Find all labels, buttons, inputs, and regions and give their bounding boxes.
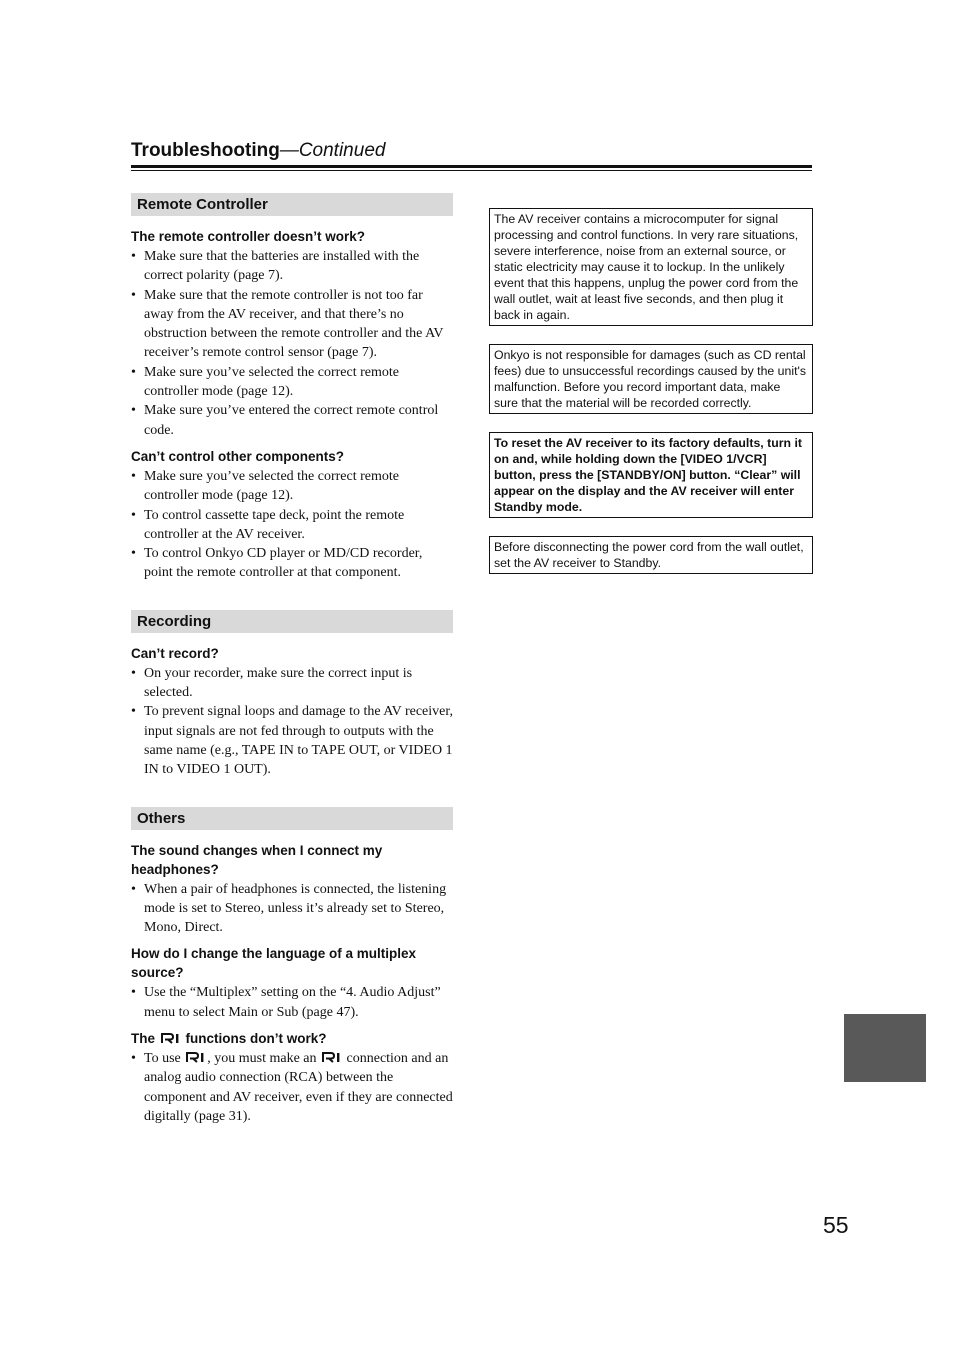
list-item: • Make sure you’ve entered the correct remote control code. — [131, 401, 453, 440]
list-item: • Make sure you’ve selected the correct remote controller mode (page 12). — [131, 467, 453, 506]
page-header — [131, 139, 812, 163]
list-item: • When a pair of headphones is connected, the listening mode is set to Stereo, unless it’s already set to Stereo, Mono, Direct. — [131, 880, 453, 938]
list-item: • Use the “Multiplex” setting on the “4. Audio Adjust” menu to select Main or Sub (page 47). — [131, 983, 453, 1022]
left-column — [131, 193, 453, 1133]
answer-list-others-3 — [131, 1049, 453, 1126]
list-item: • On your recorder, make sure the correct input is selected. — [131, 664, 453, 703]
question-remote-1: The remote controller doesn’t work? — [131, 229, 366, 244]
question-recording-1: Can’t record? — [131, 645, 219, 661]
list-item: • Make sure you’ve selected the correct remote controller mode (page 12). — [131, 363, 453, 402]
ri-text-b: , you must make an — [207, 1051, 317, 1067]
header-rule-thick — [131, 165, 812, 168]
note-box-reset: To reset the AV receiver to its factory defaults, turn it on and, while holding down the [VIDEO 1/VCR] button, press the [STANDBY/ON] button. “Clear” will appear on the display and the AV receiver will enter Standby mode. — [489, 432, 813, 518]
page-title — [131, 139, 812, 163]
page-title-main: Troubleshooting — [131, 140, 280, 161]
note-box-lockup: The AV receiver contains a microcomputer for signal processing and control functions. In very rare situations, severe interference, noise from an external source, or static electricity may cause it to lockup. In the unlikely event that this happens, unplug the power cord from the wall outlet, wait at least five seconds, and then plug it back in again. — [489, 208, 813, 326]
header-rule-thin — [131, 170, 812, 171]
section-title-remote: Remote Controller — [131, 193, 453, 216]
answer-list-others-1 — [131, 880, 453, 938]
ri-logo-icon — [322, 1052, 341, 1063]
ri-logo-icon — [186, 1052, 205, 1063]
question-others-3-pre: The — [131, 1031, 156, 1047]
section-title-recording: Recording — [131, 610, 453, 633]
page-number: 55 — [823, 1212, 849, 1238]
ri-text-a: To use — [144, 1051, 181, 1067]
question-remote-2: Can’t control other components? — [131, 448, 345, 464]
list-item — [131, 1049, 453, 1126]
question-others-2: How do I change the language of a multiplex source? — [131, 946, 417, 981]
question-others-3 — [131, 1029, 453, 1048]
ri-logo-icon — [161, 1033, 180, 1044]
answer-list-remote-1 — [131, 247, 453, 440]
list-item: • To control cassette tape deck, point the remote controller at the AV receiver. — [131, 506, 453, 545]
answer-list-recording-1 — [131, 664, 453, 780]
question-others-1: The sound changes when I connect my headphones? — [131, 842, 383, 877]
list-item: • To control Onkyo CD player or MD/CD recorder, point the remote controller at that component. — [131, 544, 453, 583]
list-item: • Make sure that the batteries are installed with the correct polarity (page 7). — [131, 247, 453, 286]
answer-list-others-2 — [131, 983, 453, 1022]
note-box-standby: Before disconnecting the power cord from the wall outlet, set the AV receiver to Standby. — [489, 536, 813, 574]
list-item: • To prevent signal loops and damage to the AV receiver, input signals are not fed through to outputs with the same name (e.g., TAPE IN to TAPE OUT, or VIDEO 1 IN to VIDEO 1 OUT). — [131, 702, 453, 779]
ri-text-c: connection and an analog audio connection (RCA) between the component and AV receiver, even if they are connected digitally (page 31). — [144, 1051, 453, 1124]
list-item: • Make sure that the remote controller is not too far away from the AV receiver, and that there’s no obstruction between the remote controller and the AV receiver’s remote control sensor (page 7). — [131, 286, 453, 363]
note-box-disclaimer: Onkyo is not responsible for damages (such as CD rental fees) due to unsuccessful recordings caused by the unit's malfunction. Before you record important data, make sure that the material will be recorded correctly. — [489, 344, 813, 414]
answer-list-remote-2 — [131, 467, 453, 583]
right-column — [489, 208, 813, 574]
chapter-tab — [844, 1014, 926, 1082]
page-title-continued: —Continued — [279, 140, 386, 161]
question-others-3-post: functions don’t work? — [185, 1031, 327, 1047]
section-title-others: Others — [131, 807, 453, 830]
